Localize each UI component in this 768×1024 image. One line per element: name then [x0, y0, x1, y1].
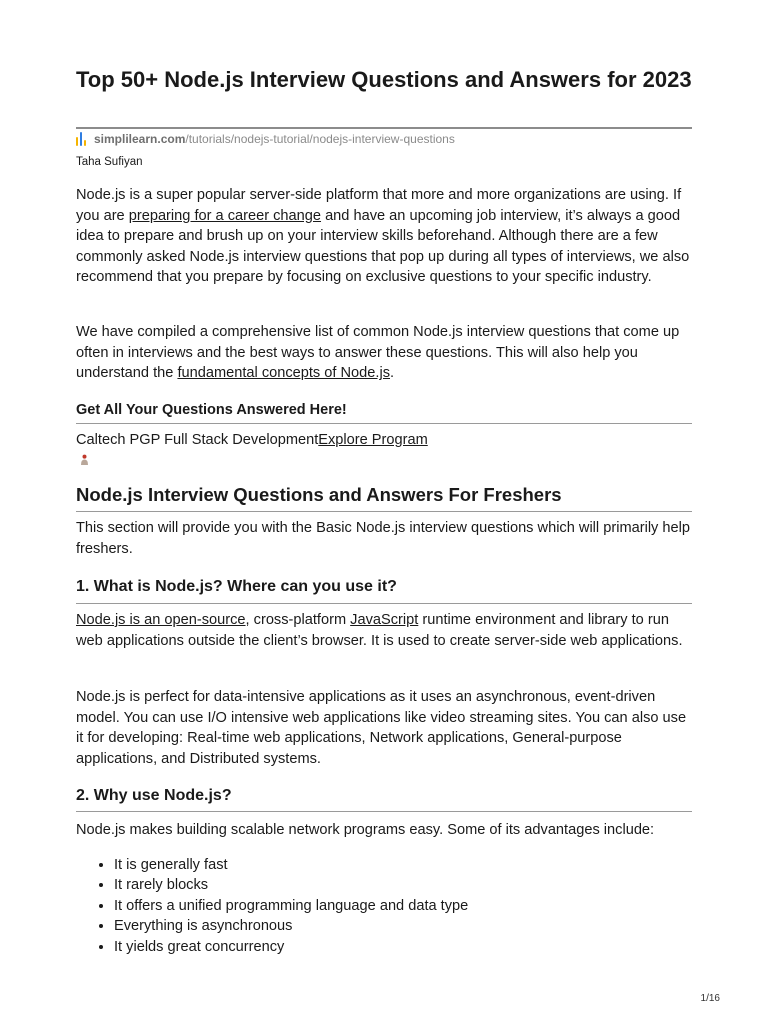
fundamental-concepts-link[interactable]: fundamental concepts of Node.js	[177, 365, 390, 382]
list-item: • Everything is asynchronous	[114, 916, 468, 936]
source-line	[76, 132, 455, 146]
career-change-link[interactable]: preparing for a career change	[128, 207, 322, 224]
list-item: • It offers a unified programming language and data type	[114, 896, 468, 916]
javascript-link[interactable]: JavaScript	[350, 612, 419, 628]
question-2-heading: 2. Why use Node.js?	[76, 787, 232, 804]
question-2-intro: Node.js makes building scalable network programs easy. Some of its advantages include:	[76, 822, 655, 838]
program-name: Caltech PGP Full Stack Development	[76, 432, 319, 448]
list-item: • It is generally fast	[114, 855, 468, 875]
author-name: Taha Sufiyan	[76, 156, 143, 168]
open-source-link[interactable]: Node.js is an open-source	[76, 612, 246, 628]
question-2-divider	[76, 811, 692, 812]
freshers-description: This section will provide you with the Basic Node.js interview questions which will primarily help freshers.	[76, 520, 690, 557]
explore-program-link[interactable]: Explore Program	[318, 432, 428, 448]
advantages-list	[76, 855, 468, 957]
program-line	[76, 430, 692, 451]
list-item: • It yields great concurrency	[114, 937, 468, 957]
question-1-paragraph-2: Node.js is perfect for data-intensive applications as it uses an asynchronous, event-driven model. You can use I/O intensive web applications like video streaming sites. You can also use it for developing: Real-time web applications, Network applications, General-purpose applications, and Distributed systems.	[76, 689, 687, 767]
list-item: • It rarely blocks	[114, 875, 468, 895]
promo-heading: Get All Your Questions Answered Here!	[76, 402, 347, 418]
freshers-divider	[76, 511, 692, 512]
title-divider	[76, 127, 692, 129]
intro-paragraph-2: We have compiled a comprehensive list of common Node.js interview questions that come up often in interviews and the best ways to answer these questions. This will also help you understand the fundamental concepts of Node.js.	[76, 324, 680, 382]
source-path[interactable]: /tutorials/nodejs-tutorial/nodejs-interview-questions	[185, 132, 455, 146]
freshers-section-heading: Node.js Interview Questions and Answers For Freshers	[76, 484, 562, 505]
question-1-divider	[76, 603, 692, 604]
question-1-heading: 1. What is Node.js? Where can you use it?	[76, 578, 397, 595]
simplilearn-logo-icon	[76, 132, 87, 146]
intro-paragraph-1: Node.js is a super popular server-side platform that more and more organizations are using. If you are preparing for a career change and have an upcoming job interview, it’s always a good idea to prepare and brush up on your interview skills beforehand. Although there are a few commonly asked Node.js interview questions that pop up during all types of interviews, we also recommend that you prepare by focusing on exclusive questions to your specific industry.	[76, 187, 690, 286]
page-title: Top 50+ Node.js Interview Questions and Answers for 2023	[76, 67, 692, 92]
page-number: 1/16	[700, 993, 720, 1004]
person-icon	[80, 454, 89, 465]
question-1-paragraph-1: Node.js is an open-source, cross-platform JavaScript runtime environment and library to run web applications outside the client’s browser. It is used to create server-side web applications.	[76, 612, 683, 649]
promo-divider	[76, 423, 692, 424]
source-domain[interactable]: simplilearn.com	[94, 132, 186, 146]
